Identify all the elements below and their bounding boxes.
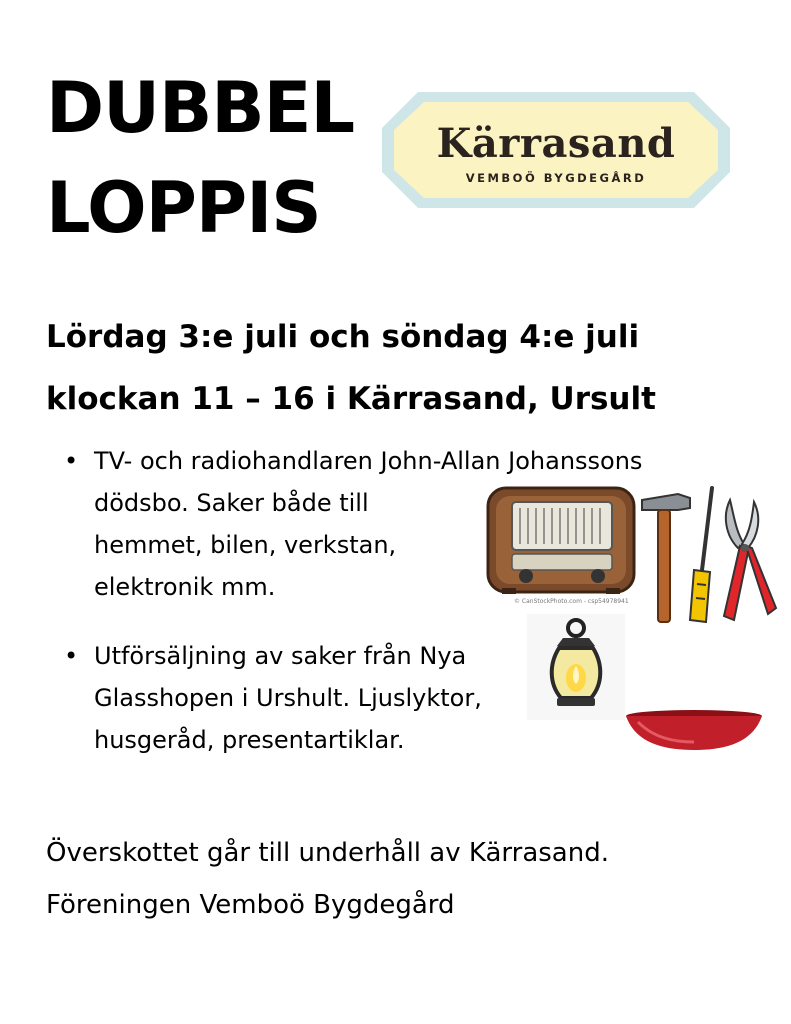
title-line-2: LOPPIS	[46, 167, 321, 249]
bullet-icon: •	[64, 642, 79, 670]
bullet-text	[94, 635, 482, 761]
bullet-line: Glasshopen i Urshult. Ljuslyktor,	[94, 684, 482, 712]
lantern-icon	[527, 614, 625, 720]
logo-name: Kärrasand	[436, 120, 676, 167]
screwdriver-icon	[684, 484, 720, 628]
bullet-line: Utförsäljning av saker från Nya	[94, 642, 467, 670]
logo-subtitle: VEMBOÖ BYGDEGÅRD	[465, 171, 647, 185]
footer-organizer: Föreningen Vemboö Bygdegård	[46, 890, 455, 920]
footer-proceeds-note: Överskottet går till underhåll av Kärrasand.	[46, 838, 609, 868]
bowl-icon	[624, 708, 764, 754]
title-line-1: DUBBEL	[46, 67, 355, 149]
bullet-icon: •	[64, 447, 79, 475]
pruning-shears-icon	[718, 496, 778, 626]
subtitle-line-2: klockan 11 – 16 i Kärrasand, Ursult	[46, 381, 656, 417]
poster-title	[46, 58, 354, 258]
radio-icon	[486, 484, 636, 596]
image-credit: © CanStockPhoto.com - csp54978941	[514, 598, 629, 605]
subtitle-line-1: Lördag 3:e juli och söndag 4:e juli	[46, 319, 640, 355]
event-date-time	[46, 306, 656, 430]
bullet-line: elektronik mm.	[94, 573, 276, 601]
bullet-line: husgeråd, presentartiklar.	[94, 726, 405, 754]
karrasand-logo	[378, 88, 734, 212]
bullet-line: dödsbo. Saker både till	[94, 489, 369, 517]
bullet-line: hemmet, bilen, verkstan,	[94, 531, 397, 559]
bullet-line: TV- och radiohandlaren John-Allan Johanssons	[94, 447, 643, 475]
